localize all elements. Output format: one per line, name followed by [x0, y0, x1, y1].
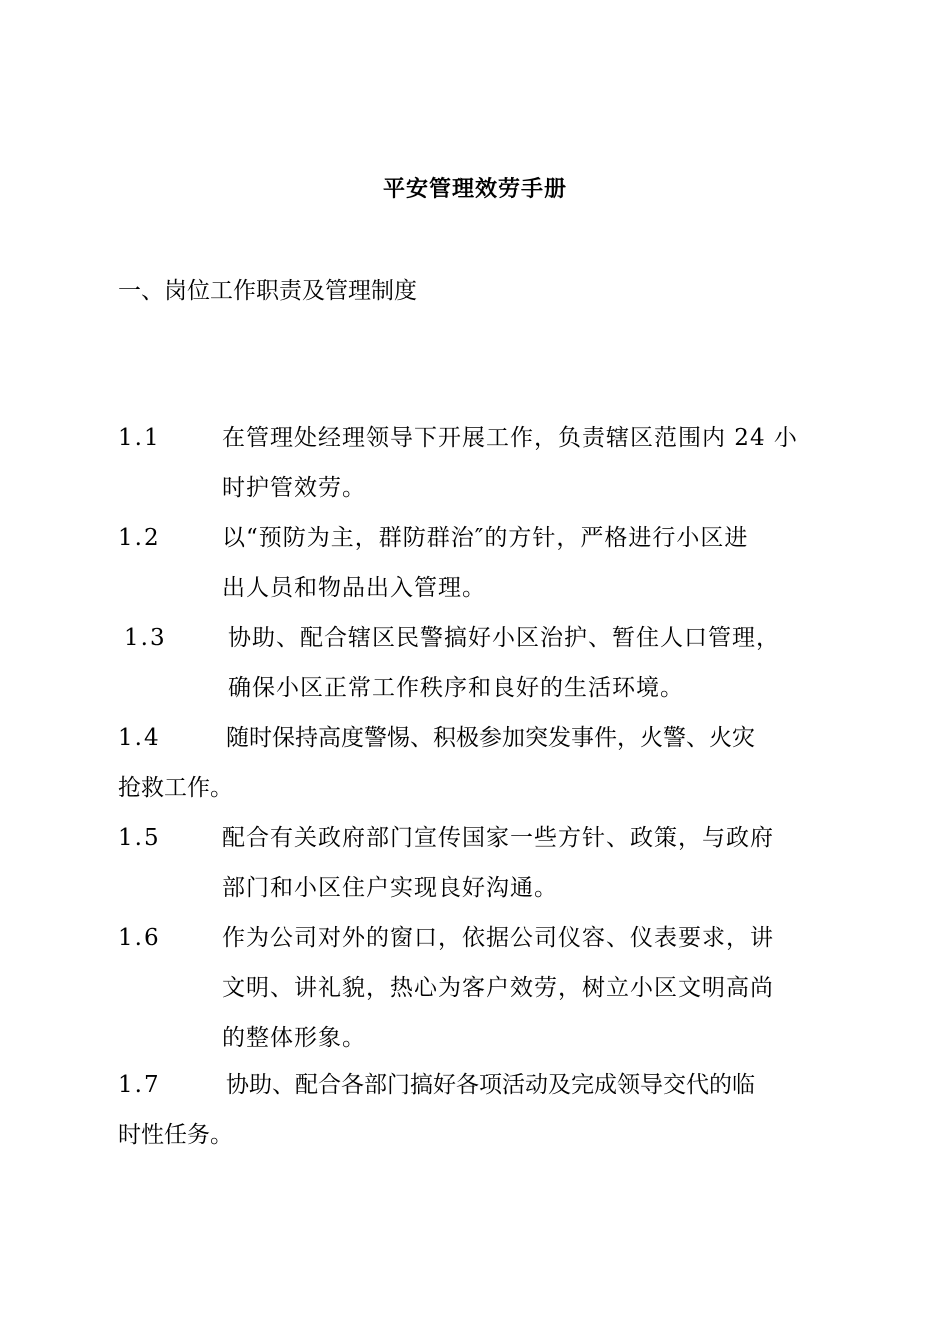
- list-item: [124, 613, 844, 713]
- list-item: [118, 713, 838, 813]
- item-line: 的整体形象。: [222, 1025, 366, 1051]
- item-text: [118, 813, 838, 913]
- item-line: 以“预防为主，群防群治″的方针，严格进行小区进: [222, 525, 749, 551]
- item-number: 1.4: [118, 725, 161, 751]
- item-line: 随时保持高度警惕、积极参加突发事件，火警、火灾: [226, 725, 755, 751]
- item-text: [118, 913, 838, 1063]
- item-line: 抢救工作。: [118, 775, 233, 801]
- item-line: 协助、配合辖区民警搞好小区治护、暂住人口管理，: [228, 625, 780, 651]
- item-line: 部门和小区住户实现良好沟通。: [222, 875, 558, 901]
- item-line: 时护管效劳。: [222, 475, 366, 501]
- item-line: 协助、配合各部门搞好各项活动及完成领导交代的临: [226, 1072, 755, 1098]
- item-text: [118, 413, 838, 513]
- item-number: 1.1: [118, 425, 161, 451]
- item-line: 文明、讲礼貌，热心为客户效劳，树立小区文明高尚: [222, 975, 774, 1001]
- item-line: 作为公司对外的窗口，依据公司仪容、仪表要求，讲: [222, 925, 774, 951]
- list-item: [118, 813, 838, 913]
- list-item: [118, 413, 838, 513]
- item-text: [118, 513, 838, 613]
- section-heading: 一、岗位工作职责及管理制度: [118, 278, 417, 304]
- item-text: [124, 613, 844, 713]
- item-number: 1.5: [118, 825, 161, 851]
- item-number: 1.3: [124, 625, 167, 651]
- list-item: [118, 1060, 838, 1160]
- item-number: 1.6: [118, 925, 161, 951]
- item-number: 1.7: [118, 1072, 161, 1098]
- item-line: 出人员和物品出入管理。: [222, 575, 486, 601]
- item-line: 确保小区正常工作秩序和良好的生活环境。: [228, 675, 684, 701]
- item-line: 配合有关政府部门宣传国家一些方针、政策，与政府: [222, 825, 774, 851]
- list-item: [118, 913, 838, 1063]
- item-number: 1.2: [118, 525, 161, 551]
- list-item: [118, 513, 838, 613]
- item-line: 在管理处经理领导下开展工作，负责辖区范围内 24 小: [222, 425, 798, 451]
- document-title: 平安管理效劳手册: [382, 176, 567, 202]
- item-line: 时性任务。: [118, 1122, 233, 1148]
